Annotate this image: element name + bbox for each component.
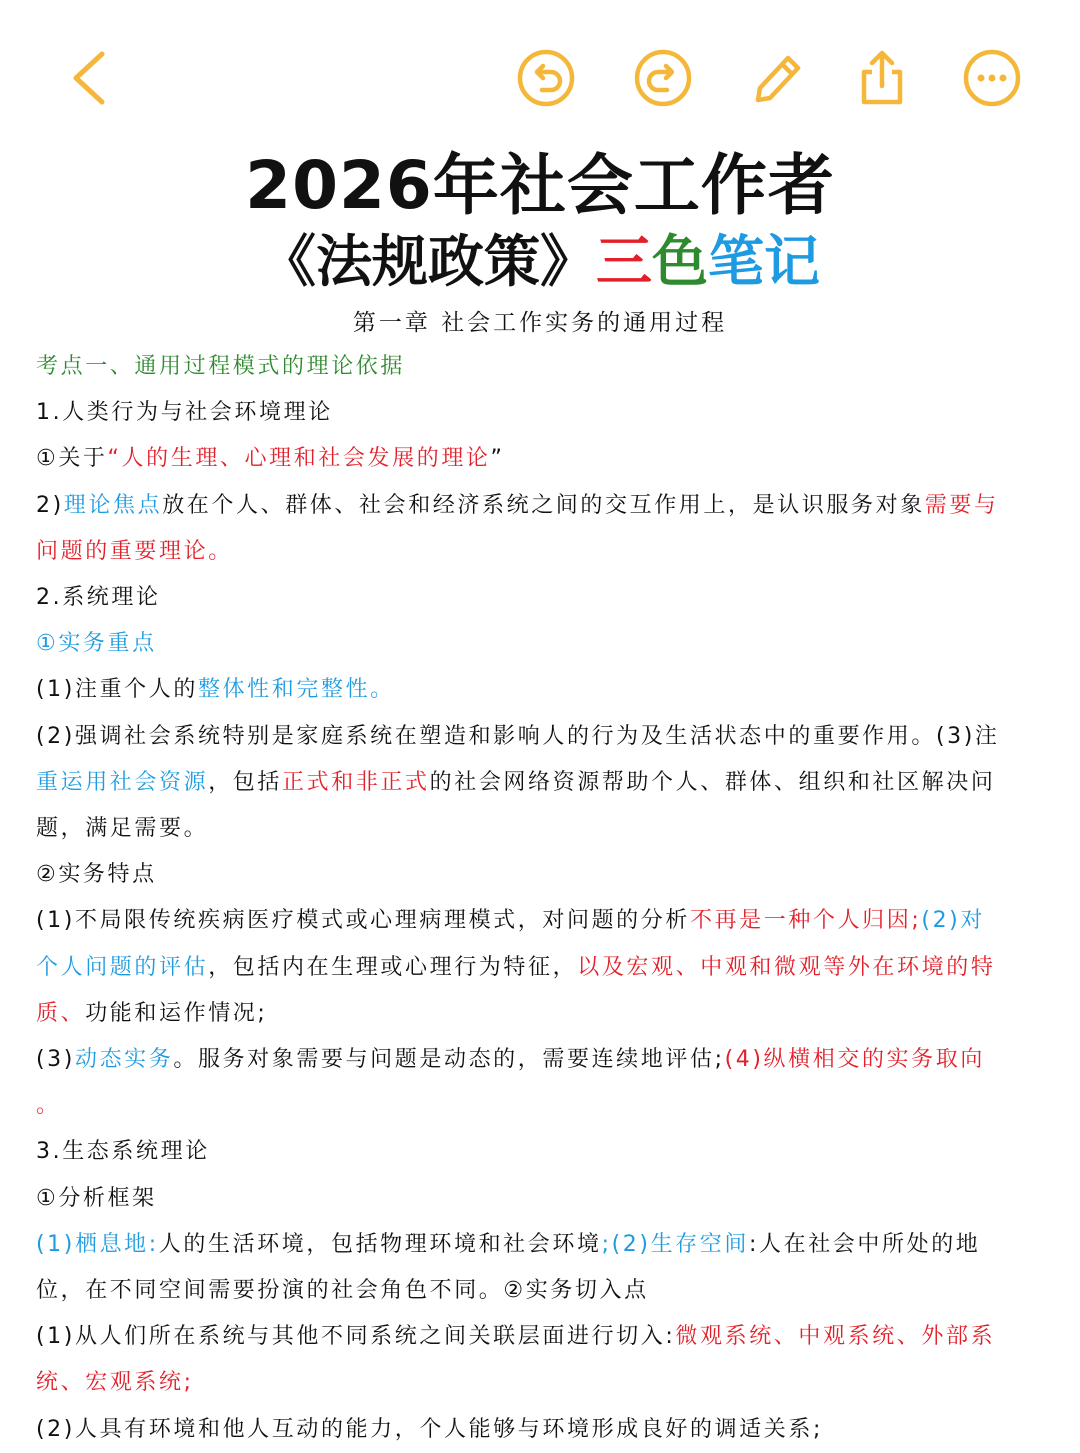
note-segment: (2)对 — [921, 908, 985, 934]
note-line — [36, 1314, 1056, 1360]
note-segment: 题，满足需要。 — [36, 816, 209, 841]
note-line — [36, 1083, 1056, 1129]
note-segment: ①分析框架 — [36, 1185, 157, 1211]
note-segment: 人的生活环境，包括物理环境和社会环境 — [158, 1231, 602, 1257]
more-icon[interactable] — [962, 48, 1022, 108]
note-segment: (2)人具有环境和他人互动的能力，个人能够与环境形成良好的调适关系; — [36, 1416, 823, 1442]
subtitle-red-char: 三 — [596, 230, 652, 295]
undo-icon[interactable] — [516, 48, 576, 108]
note-segment: 2.系统理论 — [36, 585, 161, 610]
note-line — [36, 621, 1056, 667]
page-title: 2026年社会工作者 — [245, 147, 835, 224]
share-icon[interactable] — [852, 48, 912, 108]
subtitle-book-name: 《法规政策》 — [260, 230, 596, 295]
subtitle-green-char: 色 — [652, 230, 708, 295]
note-segment: ;(2)生存空间 — [601, 1231, 749, 1257]
note-segment: 整体性和完整性。 — [197, 677, 395, 703]
note-line — [36, 898, 1056, 944]
note-segment: 。服务对象需要与问题是动态的，需要连续地评估; — [173, 1047, 725, 1072]
note-segment: 。 — [36, 1093, 61, 1119]
note-segment: ①实务重点 — [36, 631, 157, 657]
note-segment: “人的生理、心理和社会发展的理论 — [107, 446, 491, 472]
note-segment: 动态实务 — [74, 1047, 174, 1072]
note-segment: (4)纵横相交的实务取向 — [724, 1047, 985, 1072]
note-segment: (3) — [36, 1047, 75, 1072]
note-line — [36, 945, 1056, 991]
note-segment: 微观系统、中观系统、外部系 — [675, 1324, 996, 1350]
note-line — [36, 1176, 1056, 1222]
note-line — [36, 483, 1056, 529]
note-segment: 考点一、通用过程模式的理论依据 — [36, 354, 406, 379]
note-segment: 统、宏观系统; — [36, 1370, 194, 1396]
note-line — [36, 1129, 1056, 1175]
note-line — [36, 806, 1056, 852]
note-segment: ②实务特点 — [36, 862, 157, 888]
note-line — [36, 991, 1056, 1037]
note-segment: ” — [490, 446, 505, 472]
note-segment: 3.生态系统理论 — [36, 1139, 210, 1165]
note-segment: (1)注重个人的 — [36, 677, 198, 703]
note-line — [36, 667, 1056, 713]
chevron-left-icon[interactable] — [60, 48, 120, 108]
note-line — [36, 575, 1056, 621]
pencil-icon[interactable] — [746, 48, 806, 108]
note-segment: 位，在不同空间需要扮演的社会角色不同。②实务切入点 — [36, 1278, 649, 1303]
note-line — [36, 714, 1056, 760]
note-line — [36, 1360, 1056, 1406]
note-segment: :人在社会中所处的地 — [748, 1231, 981, 1257]
note-line — [36, 344, 1056, 390]
redo-icon[interactable] — [633, 48, 693, 108]
note-segment: (1)栖息地: — [36, 1231, 159, 1257]
note-segment: (1)从人们所在系统与其他不同系统之间关联层面进行切入: — [36, 1324, 676, 1350]
note-segment: 质、 — [36, 1000, 86, 1026]
note-segment: 以及宏观、中观和微观等外在环境的特 — [577, 954, 996, 980]
note-segment: ，包括 — [208, 769, 283, 795]
note-segment: 1.人类行为与社会环境理论 — [36, 400, 333, 426]
note-line — [36, 852, 1056, 898]
note-segment: 功能和运作情况; — [85, 1000, 268, 1026]
note-segment: 的社会网络资源帮助个人、群体、组织和社区解决问 — [429, 769, 996, 795]
note-segment: ，包括内在生理或心理行为特征， — [208, 954, 578, 980]
note-line — [36, 529, 1056, 575]
subtitle-blue-chars: 笔记 — [708, 230, 820, 295]
note-segment: 需要与 — [924, 492, 999, 518]
note-segment: 2) — [36, 492, 64, 518]
note-segment: 个人问题的评估 — [36, 954, 209, 980]
note-segment: 理论焦点 — [63, 492, 163, 518]
note-line — [36, 436, 1056, 482]
note-segment: 放在个人、群体、社会和经济系统之间的交互作用上，是认识服务对象 — [162, 492, 925, 518]
note-line — [36, 1268, 1056, 1314]
note-line — [36, 1037, 1056, 1083]
note-segment: (1)不局限传统疾病医疗模式或心理病理模式，对问题的分析 — [36, 908, 690, 934]
note-line — [36, 760, 1056, 806]
note-segment: 正式和非正式 — [282, 769, 430, 795]
chapter-title: 第一章 社会工作实务的通用过程 — [352, 310, 728, 336]
note-segment: 重运用社会资源 — [36, 769, 209, 795]
note-segment: 不再是一种个人归因; — [689, 908, 922, 934]
note-line — [36, 390, 1056, 436]
note-segment: 问题的重要理论。 — [36, 538, 233, 564]
toolbar — [0, 0, 1080, 150]
page-subtitle — [0, 218, 1080, 298]
note-segment: ①关于 — [36, 446, 108, 472]
note-line — [36, 1222, 1056, 1268]
note-segment: (2)强调社会系统特别是家庭系统在塑造和影响人的行为及生活状态中的重要作用。(3)注 — [36, 723, 1000, 749]
